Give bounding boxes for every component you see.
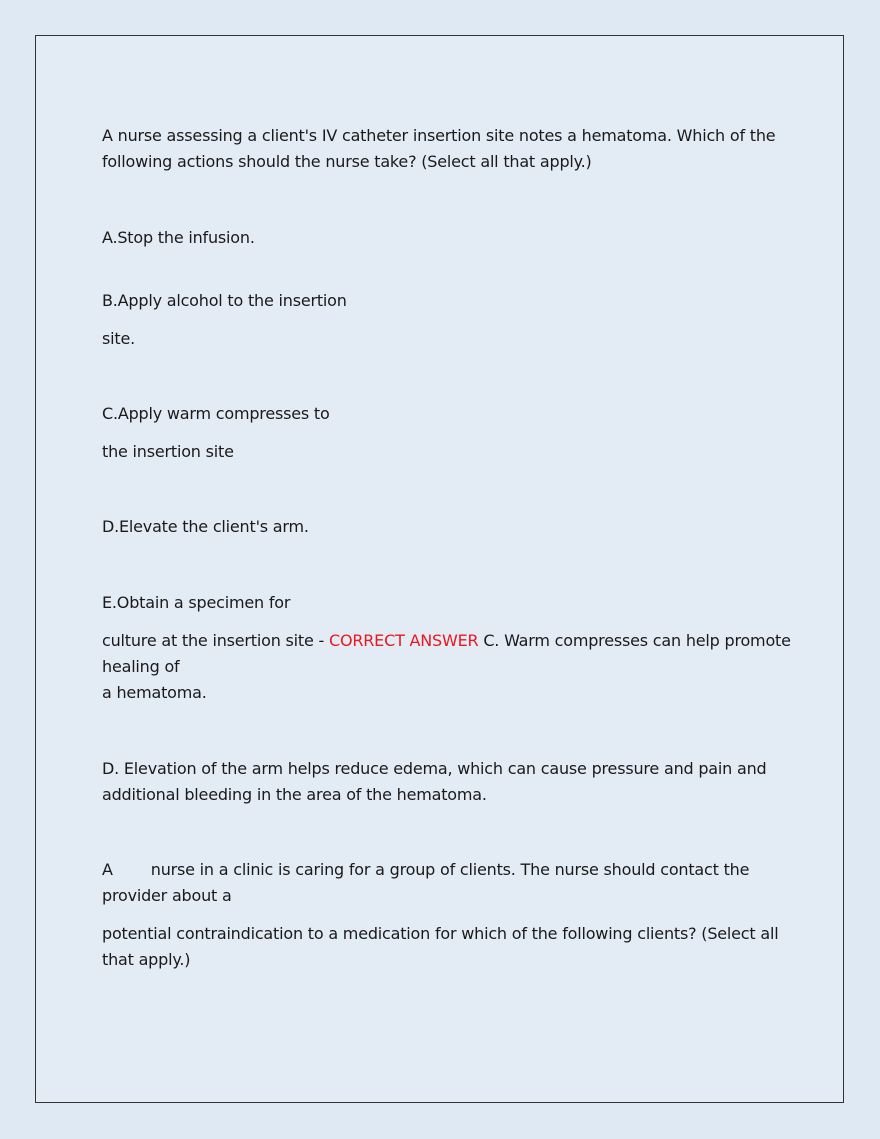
option-d: D.Elevate the client's arm. xyxy=(102,517,309,536)
option-c-line-2: the insertion site xyxy=(102,442,234,461)
question-2-line-1 xyxy=(102,857,749,883)
question-2-line-4: that apply.) xyxy=(102,950,191,969)
answer-rationale-line-3: a hematoma. xyxy=(102,683,207,702)
question-2-line-2: provider about a xyxy=(102,886,232,905)
answer-rationale-start: C. Warm compresses can help promote xyxy=(478,631,791,650)
explanation-line-1: D. Elevation of the arm helps reduce edema, which can cause pressure and pain and xyxy=(102,759,767,778)
option-e-text: culture at the insertion site - xyxy=(102,631,329,650)
option-e-line-1: E.Obtain a specimen for xyxy=(102,593,291,612)
question-2-line-3: potential contraindication to a medication for which of the following clients? (Select all xyxy=(102,924,779,943)
option-e-line-2 xyxy=(102,628,791,654)
answer-rationale-line-2: healing of xyxy=(102,657,180,676)
option-b-line-1: B.Apply alcohol to the insertion xyxy=(102,291,347,310)
option-c-line-1: C.Apply warm compresses to xyxy=(102,404,330,423)
option-b-line-2: site. xyxy=(102,329,135,348)
correct-answer-label: CORRECT ANSWER xyxy=(328,631,479,650)
question-1-line-1: A nurse assessing a client's IV catheter insertion site notes a hematoma. Which of the xyxy=(102,126,776,145)
question-2-text: nurse in a clinic is caring for a group of clients. The nurse should contact the xyxy=(150,860,750,879)
question-2-article: A xyxy=(102,860,113,879)
question-1-line-2: following actions should the nurse take? (Select all that apply.) xyxy=(102,152,592,171)
explanation-line-2: additional bleeding in the area of the hematoma. xyxy=(102,785,487,804)
option-a: A.Stop the infusion. xyxy=(102,228,255,247)
